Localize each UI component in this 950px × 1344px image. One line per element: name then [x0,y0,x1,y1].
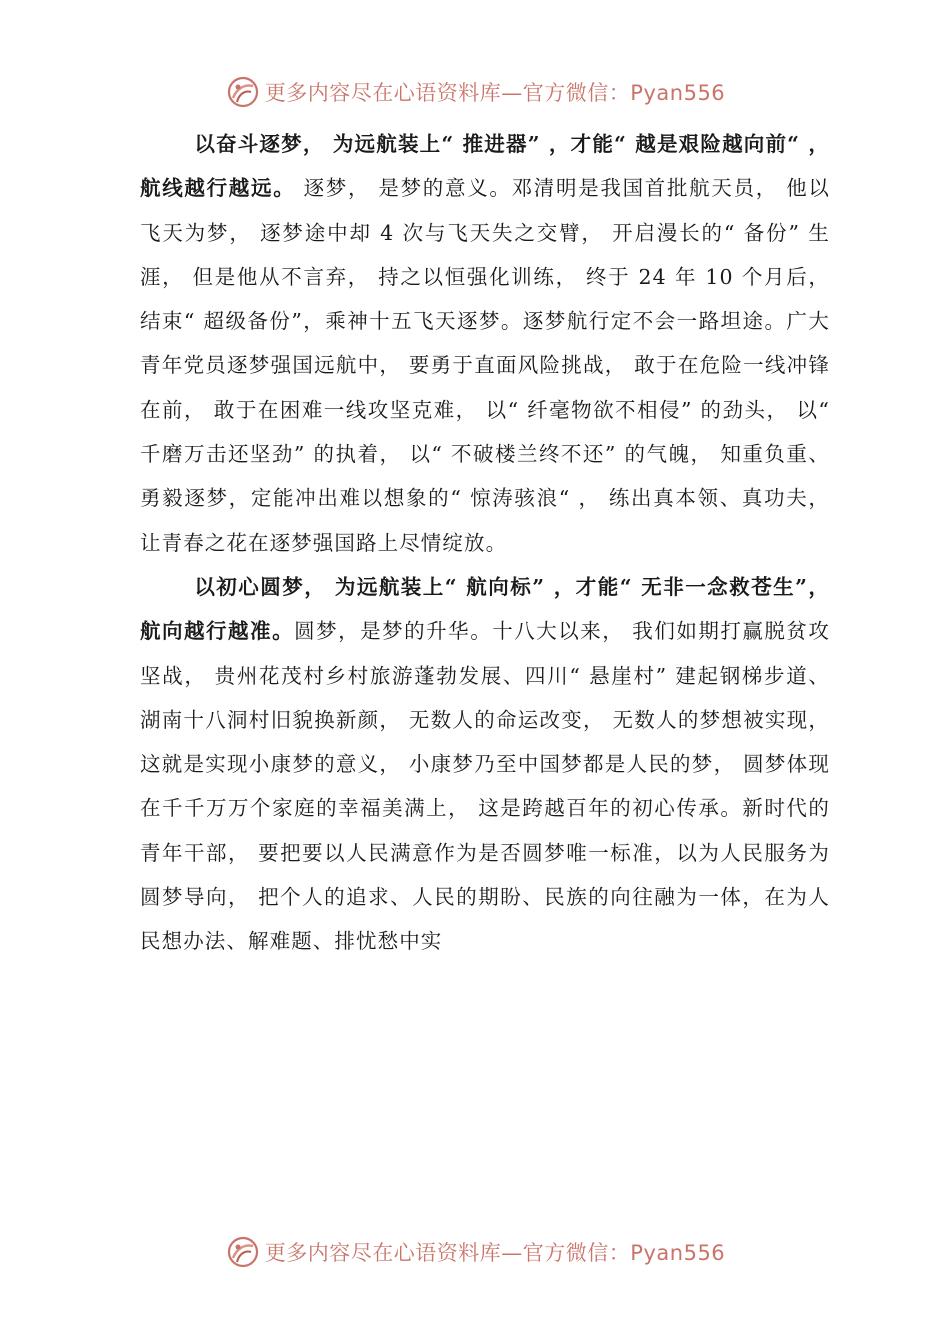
paragraph-2 [140,565,830,964]
paragraph-1-lead: 以奋斗逐梦， 为远航装上“ 推进器” ，才能“ 越是艰险越向前“ ， 航线越行越远。 [140,132,830,201]
paragraph-2-body: 圆梦，是梦的升华。十八大以来， 我们如期打赢脱贫攻坚战， 贵州花茂村乡村旅游蓬勃发展、四川“ 悬崖村” 建起钢梯步道、湖南十八洞村旧貌换新颜， 无数人的命运改变， 无数人的梦想被实现， 这就是实现小康梦的意义， 小康梦乃至中国梦都是人民的梦， 圆梦体现在千千万万个家庭的幸福美满上， 这是跨越百年的初心传承。新时代的青年干部， 要把要以人民满意作为是否圆梦唯一标准，以为人民服务为圆梦导向， 把个人的追求、人民的期盼、民族的向往融为一体，在为人民想办法、解难题、排忧愁中实 [140,619,831,954]
document-body [140,122,830,964]
watermark-text: 更多内容尽在心语资料库—官方微信：Pyan556 [264,81,726,105]
logo-icon [225,74,261,110]
header-watermark [0,72,950,112]
paragraph-1 [140,122,830,565]
watermark-text: 更多内容尽在心语资料库—官方微信：Pyan556 [264,1241,726,1265]
logo-icon [225,1234,261,1270]
paragraph-2-lead: 以初心圆梦， 为远航装上“ 航向标” ，才能“ 无非一念救苍生”， 航向越行越准。 [140,574,830,644]
footer-watermark [0,1232,950,1272]
paragraph-1-body: 逐梦， 是梦的意义。邓清明是我国首批航天员， 他以飞天为梦， 逐梦途中却 4 次与飞天失之交臂， 开启漫长的“ 备份” 生涯， 但是他从不言弃， 持之以恒强化训练， 终于 24 年 10 个月后， 结束“ 超级备份”，乘神十五飞天逐梦。逐梦航行定不会一路坦途。广大青年党员逐梦强国远航中， 要勇于直面风险挑战， 敢于在危险一线冲锋在前， 敢于在困难一线攻坚克难， 以“ 纤毫物欲不相侵” 的劲头， 以“ 千磨万击还坚劲” 的执着， 以“ 不破楼兰终不还” 的气魄， 知重负重、勇毅逐梦，定能冲出难以想象的“ 惊涛骇浪“ ， 练出真本领、真功夫， 让青春之花在逐梦强国路上尽情绽放。 [140,176,830,555]
